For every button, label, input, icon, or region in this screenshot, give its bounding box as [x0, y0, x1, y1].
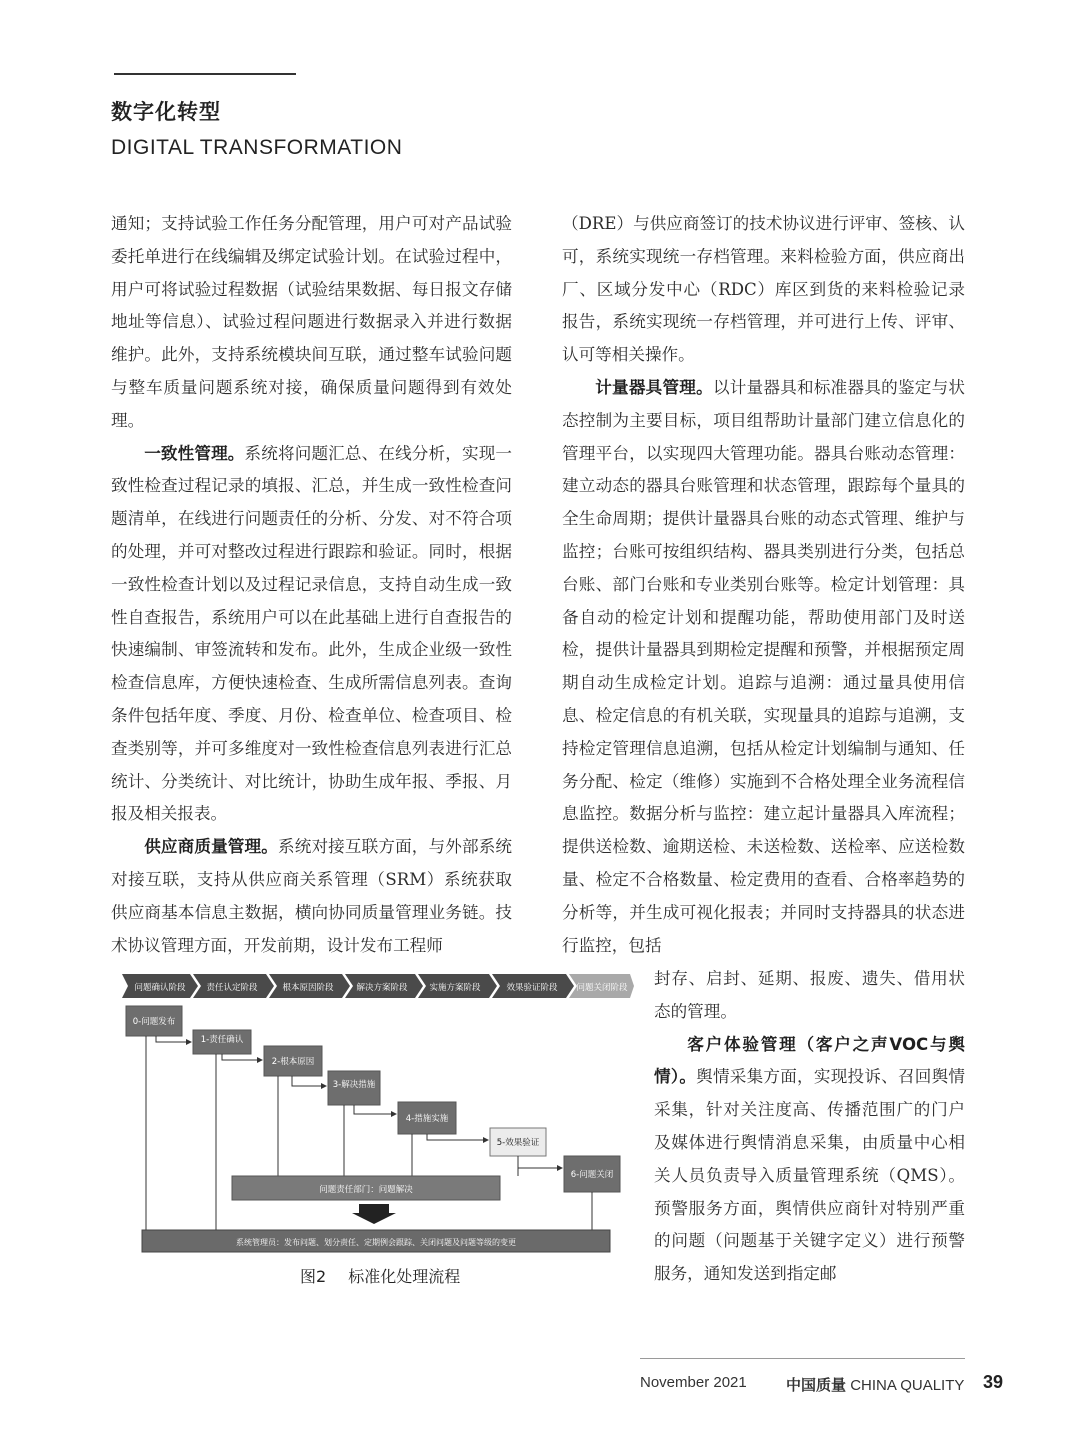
phase-label: 根本原因阶段: [282, 983, 334, 993]
phase-label: 责任认定阶段: [206, 983, 258, 993]
paragraph-lead: 供应商质量管理。: [144, 837, 278, 857]
header-rule: [114, 73, 296, 75]
magazine-name-en: CHINA QUALITY: [850, 1377, 965, 1394]
step-label: 4-措施实施: [405, 1114, 449, 1124]
phase-label: 问题确认阶段: [134, 983, 186, 993]
dept-bar-label: 问题责任部门：问题解决: [319, 1185, 413, 1195]
figure-title: 标准化处理流程: [348, 1267, 461, 1286]
page-number: 39: [983, 1372, 1004, 1392]
paragraph-lead: 一致性管理。: [144, 443, 245, 463]
magazine-name: [786, 1374, 964, 1395]
section-title-en: DIGITAL TRANSFORMATION: [111, 136, 403, 159]
paragraph: （DRE）与供应商签订的技术协议进行评审、签核、认可，系统实现统一存档管理。来料检验方面，供应商出厂、区域分发中心（RDC）库区到货的来料检验记录报告，系统实现统一存档管理，并可进行上传、评审、认可等相关操作。: [562, 214, 965, 365]
paragraph: [111, 831, 512, 962]
paragraph-body: 系统对接互联方面，与外部系统对接互联，支持从供应商关系管理（SRM）系统获取供应商基本信息主数据，横向协同质量管理业务链。技术协议管理方面，开发前期，设计发布工程师: [111, 837, 513, 955]
step-label: 3-解决措施: [332, 1080, 376, 1090]
paragraph: 通知；支持试验工作任务分配管理，用户可对产品试验委托单进行在线编辑及绑定试验计划。在试验过程中，用户可将试验过程数据（试验结果数据、每日报文存储地址等信息）、试验过程问题进行数据录入并进行数据维护。此外，支持系统模块间互联，通过整车试验问题与整车质量问题系统对接，确保质量问题得到有效处理。: [111, 214, 512, 430]
paragraph: [562, 372, 965, 962]
double-arrow-icon: [352, 1204, 396, 1224]
process-flow-figure: [122, 968, 634, 1256]
right-column-lower: [654, 963, 965, 1291]
left-column: [111, 208, 512, 962]
paragraph: 封存、启封、延期、报废、遗失、借用状态的管理。: [654, 969, 965, 1021]
paragraph-lead: 客户体验管理（客户之声VOC与舆情）。: [654, 1034, 965, 1087]
admin-bar-label: 系统管理员：发布问题、划分责任、定期例会跟踪、关闭问题及问题等级的变更: [236, 1238, 516, 1247]
paragraph-body: 系统将问题汇总、在线分析，实现一致性检查过程记录的填报、汇总，并生成一致性检查问题清单，在线进行问题责任的分析、分发、对不符合项的处理，并可对整改过程进行跟踪和验证。同时，根据一致性检查计划以及过程记录信息，支持自动生成一致性自查报告，系统用户可以在此基础上进行自查报告的快速编制、审签流转和发布。此外，生成企业级一致性检查信息库，方便快速检查、生成所需信息列表。查询条件包括年度、季度、月份、检查单位、检查项目、检查类别等，并可多维度对一致性检查信息列表进行汇总统计、分类统计、对比统计，协助生成年报、季报、月报及相关报表。: [111, 443, 513, 824]
step-label: 0-问题发布: [132, 1017, 176, 1027]
step-label: 1-责任确认: [200, 1035, 244, 1045]
paragraph-body: 舆情采集方面，实现投诉、召回舆情采集，针对关注度高、传播范围广的门户及媒体进行舆情消息采集，由质量中心相关人员负责导入质量管理系统（QMS）。预警服务方面，舆情供应商针对特别严重的问题（问题基于关键字定义）进行预警服务，通知发送到指定邮: [654, 1067, 966, 1284]
step-label: 6-问题关闭: [570, 1170, 614, 1180]
issue-date: November 2021: [640, 1374, 747, 1391]
magazine-name-cn: 中国质量: [786, 1376, 847, 1394]
step-label: 5-效果验证: [496, 1138, 540, 1148]
paragraph: [654, 1029, 965, 1291]
figure-caption: [300, 1264, 460, 1287]
phase-label: 实施方案阶段: [429, 983, 481, 993]
paragraph: [111, 438, 512, 832]
footer-rule: [640, 1358, 965, 1359]
phase-label: 效果验证阶段: [506, 983, 558, 993]
paragraph-body: 以计量器具和标准器具的鉴定与状态控制为主要目标，项目组帮助计量部门建立信息化的管理平台，以实现四大管理功能。器具台账动态管理：建立动态的器具台账管理和状态管理，跟踪每个量具的全生命周期；提供计量器具台账的动态式管理、维护与监控；台账可按组织结构、器具类别进行分类，包括总台账、部门台账和专业类别台账等。检定计划管理：具备自动的检定计划和提醒功能，帮助使用部门及时送检，提供计量器具到期检定提醒和预警，并根据预定周期自动生成检定计划。追踪与追溯：通过量具使用信息、检定信息的有机关联，实现量具的追踪与追溯，支持检定管理信息追溯，包括从检定计划编制与通知、任务分配、检定（维修）实施到不合格处理全业务流程信息监控。数据分析与监控：建立起计量器具入库流程；提供送检数、逾期送检、未送检数、送检率、应送检数量、检定不合格数量、检定费用的查看、合格率趋势的分析等，并生成可视化报表；并同时支持器具的状态进行监控，包括: [562, 377, 966, 955]
section-title-cn: 数字化转型: [111, 100, 221, 124]
step-label: 2-根本原因: [271, 1057, 315, 1067]
phase-label: 解决方案阶段: [356, 983, 408, 993]
paragraph-lead: 计量器具管理。: [595, 377, 713, 397]
phase-chevrons: [122, 974, 634, 998]
figure-number: 图2: [300, 1267, 327, 1286]
phase-label: 问题关闭阶段: [576, 983, 628, 993]
right-column: [562, 208, 965, 962]
